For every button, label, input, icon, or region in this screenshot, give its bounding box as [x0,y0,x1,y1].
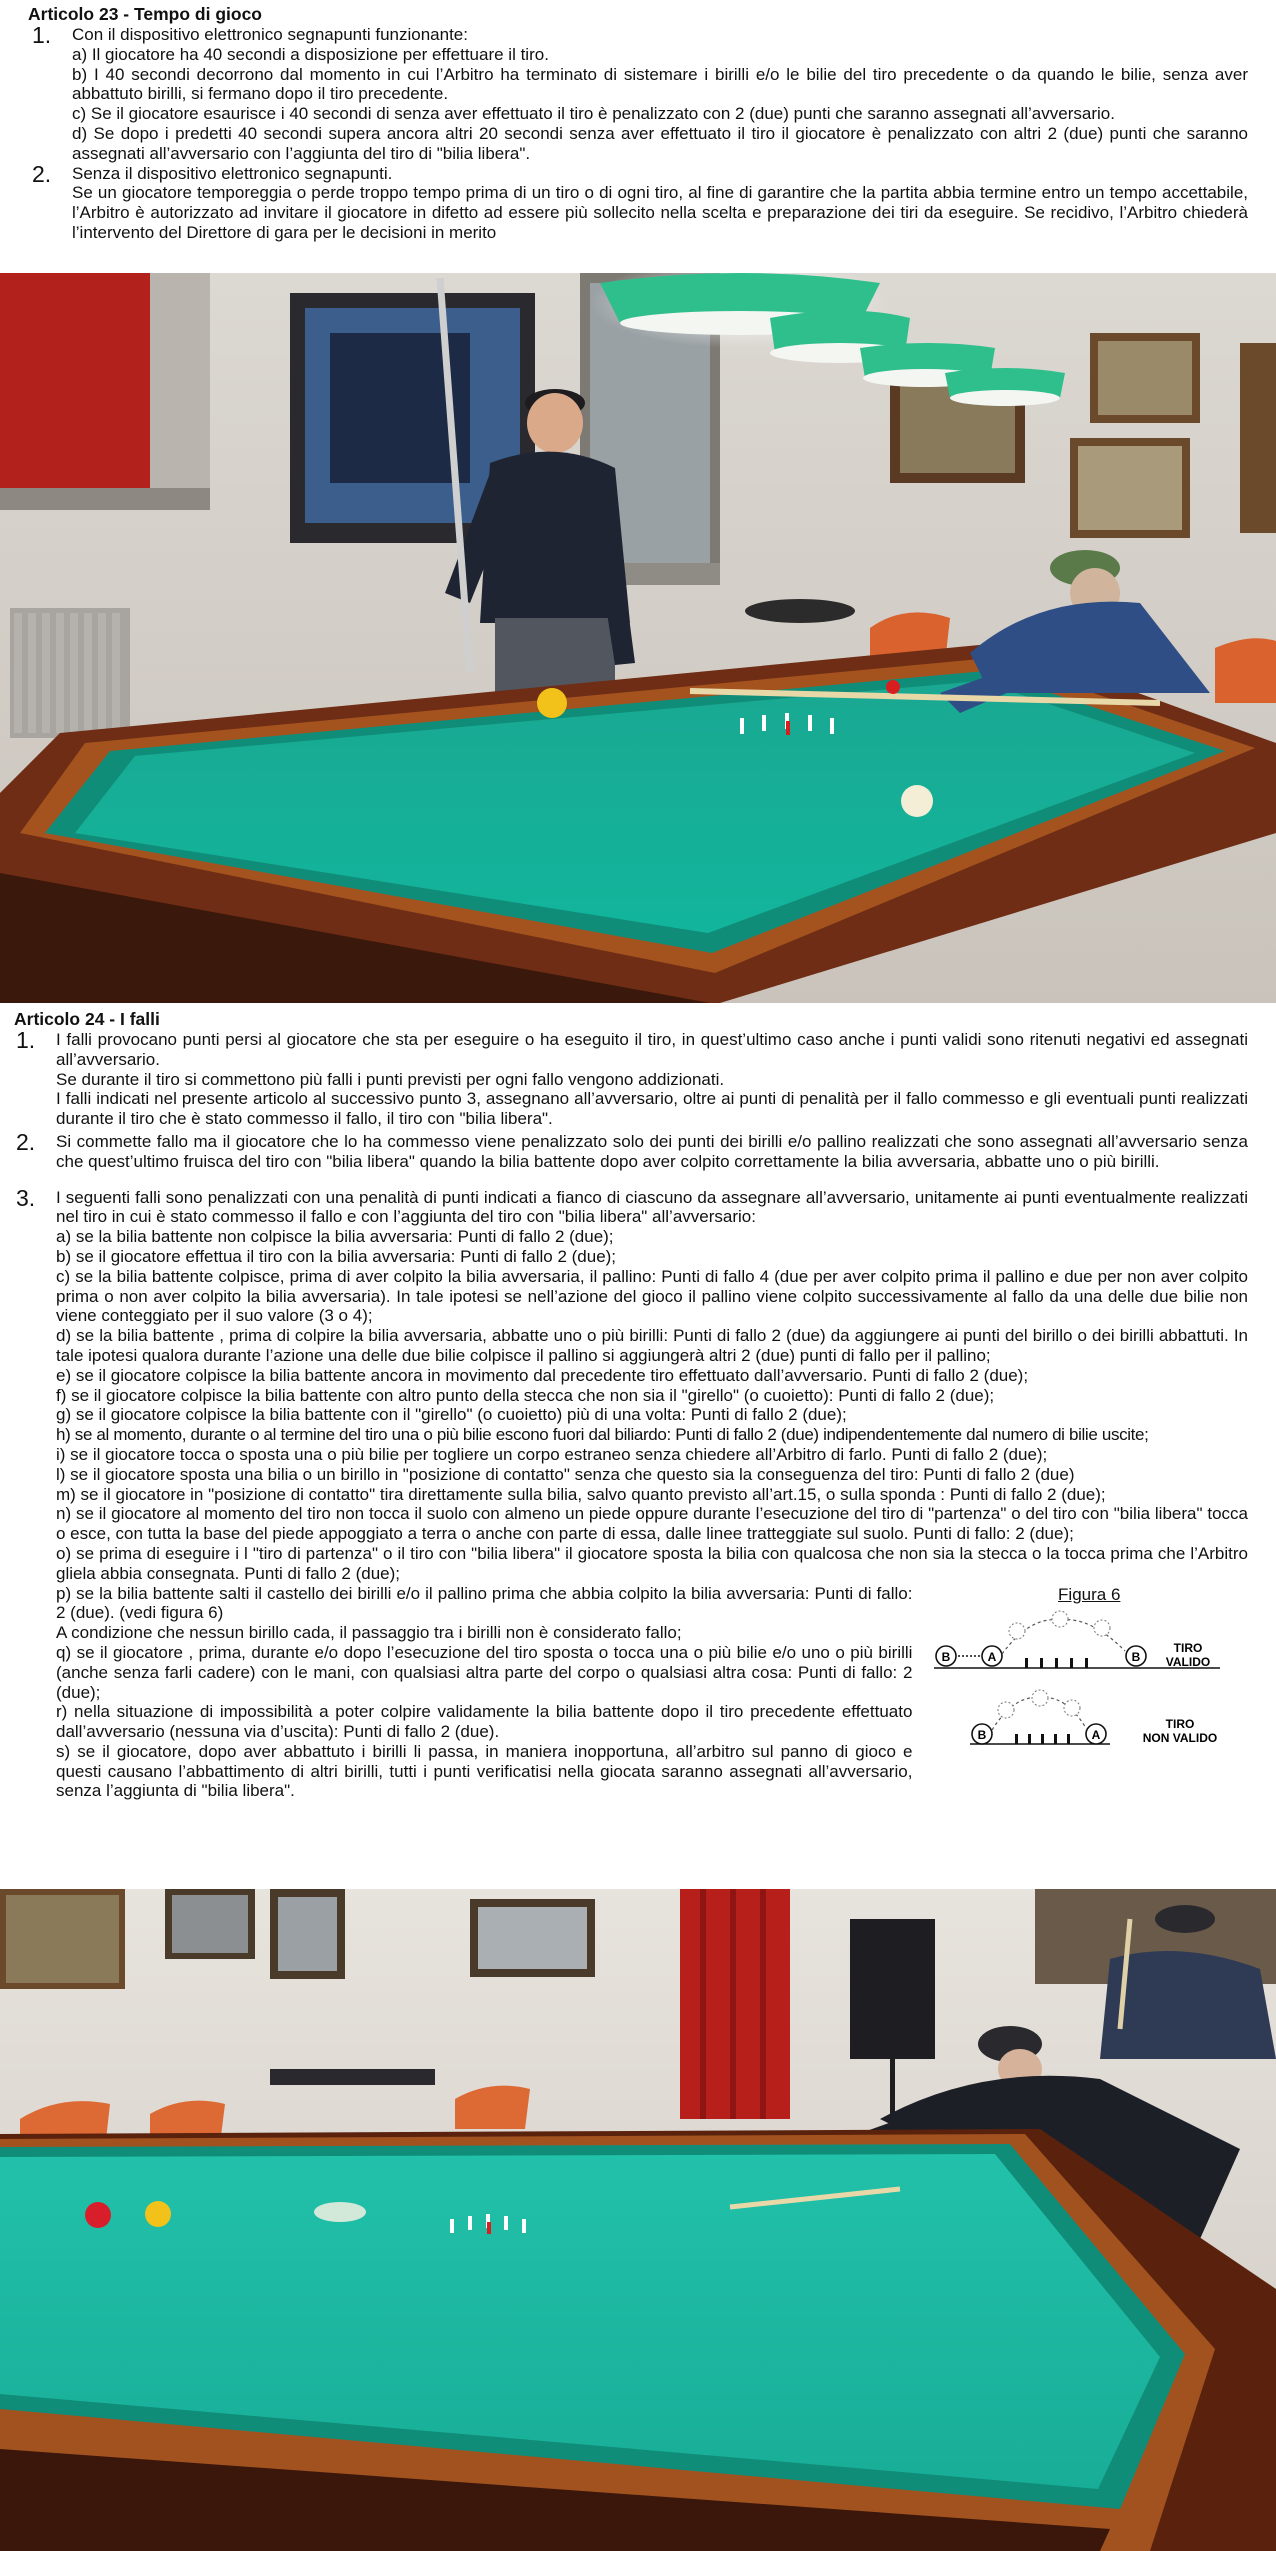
billiard-room-photo-1 [0,273,1276,1003]
invalid-label-line1: TIRO [1166,1716,1195,1731]
item-line: c) se la bilia battente colpisce, prima di aver colpito la bilia avversaria, il pallino: Punti di fallo 4 (due per aver colpito prima il pallino e due per non aver colpito prima o non aver colpito la bilia avversaria). In tale ipotesi se nell’azione del gioco il pallino viene colpito successivamente al fallo da una delle due bilie non viene conteggiato per il suo valore (3 o 4); [56,1266,1248,1326]
item-line: Con il dispositivo elettronico segnapunti funzionante: [72,25,468,44]
valid-label-line1: TIRO [1174,1640,1203,1655]
item-line: o) se prima di eseguire i l "tiro di partenza" o il tiro con "bilia libera" il giocatore sposta la bilia con qualcosa che non sia la stecca o la tocca prima che l’Arbitro gliela abbia consegnata. Punti di fallo 2 (due); [56,1543,1248,1583]
item-line: Si commette fallo ma il giocatore che lo ha commesso viene penalizzato solo dei punti dei birilli e/o pallino realizzati che sono assegnati all’avversario senza che quest’ultimo fruisca del tiro con "bilia libera" quando la bilia battente dopo aver colpito correttamente la bilia avversaria, abbatte uno o più birilli. [56,1131,1248,1171]
item-line: p) se la bilia battente salti il castello dei birilli e/o il pallino prima che abbia colpito la bilia avversaria: Punti di fallo: 2 (due). (vedi figura 6) [56,1583,913,1623]
item-line: q) se il giocatore , prima, durante e/o dopo l’esecuzione del tiro sposta o tocca una o più bilie e/o uno o più birilli (anche senza farli cadere) con le mani, con qualsiasi altra parte del corpo o qualsiasi altra cosa: Punti di fallo: 2 (due); [56,1642,913,1702]
article-23-section [0,0,1276,272]
item-line: a) se la bilia battente non colpisce la bilia avversaria: Punti di fallo 2 (due); [56,1227,614,1247]
item-line: I falli indicati nel presente articolo al successivo punto 3, assegnano all’avversario, oltre ai punti di penalità per il fallo commesso e gli eventuali punti realizzati durante il tiro che è stato commesso il fallo, il tiro con "bilia libera". [56,1089,1248,1129]
article-23-title: Articolo 23 - Tempo di gioco [28,4,262,24]
rule-p-with-figure [56,1584,1248,1802]
item-number: 1. [32,22,52,48]
article-23-item-2 [28,160,1248,243]
item-line: A condizione che nessun birillo cada, il passaggio tra i birilli non è considerato fallo; [56,1623,682,1643]
ball-b-label: B [1132,1649,1141,1664]
item-line: e) se il giocatore colpisce la bilia battente ancora in movimento dal precedente tiro effettuato dall’avversario. Punti di fallo 2 (due); [56,1365,1029,1385]
jump-shot-diagram-icon [930,1606,1230,1766]
item-line: c) Se il giocatore esaurisce i 40 secondi di senza aver effettuato il tiro è penalizzato con 2 (due) punti che saranno assegnati all’avversario. [72,104,1115,124]
item-line: Se durante il tiro si commettono più falli i punti previsti per ogni fallo vengono addizionati. [56,1069,725,1089]
article-23-item-1 [28,22,1248,164]
item-line: i) se il giocatore tocca o sposta una o più bilie per togliere un corpo estraneo senza chiedere all’Arbitro di farlo. Punti di fallo 2 (due); [56,1444,1048,1464]
invalid-label-line2: NON VALIDO [1143,1730,1218,1745]
article-24-item-1 [14,1027,1248,1129]
item-line: b) se il giocatore effettua il tiro con la bilia avversaria: Punti di fallo 2 (due); [56,1246,617,1266]
item-number: 2. [16,1128,36,1155]
item-line: d) se la bilia battente , prima di colpire la bilia avversaria, abbatte uno o più birilli: Punti di fallo 2 (due) da aggiungere ai punti del birillo o dei birilli abbattuti. In tale ipotesi qualora durante l’azione una delle due bilie colpisce il pallino si aggiungerà altri 2 (due) punti di fallo per il pallino; [56,1326,1248,1365]
article-24-section [0,1005,1276,1888]
item-line: l) se il giocatore sposta una bilia o un birillo in "posizione di contatto" senza che questo sia la conseguenza del tiro: Punti di fallo 2 (due) [56,1464,1075,1484]
article-24-item-2 [14,1128,1248,1172]
item-line: I falli provocano punti persi al giocatore che sta per eseguire o ha eseguito il tiro, in quest’ultimo caso anche i punti validi sono ritenuti negativi ed assegnati all’avversario. [56,1030,1248,1069]
item-number: 3. [16,1184,36,1211]
article-24-item-3 [14,1184,1248,1802]
figure-6-title: Figura 6 [1058,1584,1121,1604]
item-line: b) I 40 secondi decorrono dal momento in cui l’Arbitro ha terminato di sistemare i birilli e/o le bilie del tiro precedente o da quando le bilie, senza aver abbattuto birilli, si fermano dopo il tiro precedente. [72,64,1248,104]
item-line: h) se al momento, durante o al termine del tiro una o più bilie escono fuori dal biliardo: Punti di fallo 2 (due) indipendentemente dal numero di bilie uscite; [56,1425,1149,1445]
ball-a-label: A [988,1649,997,1664]
figure-6 [930,1584,1248,1802]
item-number: 1. [16,1027,36,1053]
rule-p-text [56,1584,912,1802]
item-line: g) se il giocatore colpisce la bilia battente con il "girello" (o cuoietto) più di una volta: Punti di fallo 2 (due); [56,1405,847,1425]
ball-a-label: A [1092,1727,1101,1742]
item-line: f) se il giocatore colpisce la bilia battente con altro punto della stecca che non sia il "girello" (o cuoietto): Punti di fallo 2 (due); [56,1385,995,1405]
item-line: d) Se dopo i predetti 40 secondi supera ancora altri 20 secondi senza aver effettuato il tiro il giocatore è penalizzato con altri 2 (due) punti che saranno assegnati all’avversario con l’aggiunta del tiro di "bilia libera". [72,123,1248,163]
valid-label-line2: VALIDO [1166,1654,1211,1669]
ball-b-label: B [942,1649,951,1664]
item-line: s) se il giocatore, dopo aver abbattuto i birilli li passa, in maniera inopportuna, all’arbitro sul panno di gioco e questi causano l’abbattimento di altri birilli, tutti i punti verificatisi nella giocata saranno assegnati all’avversario, senza l’aggiunta di "bilia libera". [56,1741,913,1801]
item-line: Senza il dispositivo elettronico segnapunti. [72,163,393,183]
item-line: n) se il giocatore al momento del tiro non tocca il suolo con almeno un piede oppure durante l’esecuzione del tiro di "partenza" o del tiro con "bilia libera" tocca o esce, con tutta la base del piede appoggiato a terra o anche con parte di essa, dalle linee tratteggiate sul suolo. Punti di fallo: 2 (due); [56,1504,1248,1544]
billiard-room-photo-icon [0,273,1276,1003]
item-line: a) Il giocatore ha 40 secondi a disposizione per effettuare il tiro. [72,44,549,64]
article-24-title: Articolo 24 - I falli [14,1009,160,1029]
item-line: m) se il giocatore in "posizione di contatto" tira direttamente sulla bilia, salvo quanto previsto all’art.15, o sulla sponda : Punti di fallo 2 (due); [56,1484,1106,1504]
ball-b-label: B [978,1727,987,1742]
item-number: 2. [32,160,52,187]
item-line: r) nella situazione di impossibilità a poter colpire validamente la bilia battente dopo il tiro precedente effettuato dall’avversario (nessuna via d’uscita): Punti di fallo 2 (due). [56,1702,913,1742]
item-line: I seguenti falli sono penalizzati con una penalità di punti indicati a fianco di ciascuno da assegnare all’avversario, unitamente ai punti eventualmente realizzati nel tiro in cui è stato commesso il fallo e con l’aggiunta del tiro con "bilia libera" all’avversario: [56,1187,1248,1227]
billiard-room-photo-icon [0,1889,1276,2551]
item-line: Se un giocatore temporeggia o perde troppo tempo prima di un tiro o di ogni tiro, al fine di garantire che la partita abbia termine entro un tempo accettabile, l’Arbitro è autorizzato ad invitare il giocatore in difetto ad essere più sollecito nella scelta e preparazione dei tiri da eseguire. Se recidivo, l’Arbitro chiederà l’intervento del Direttore di gara per le decisioni in merito [72,183,1248,242]
billiard-room-photo-2 [0,1889,1276,2551]
